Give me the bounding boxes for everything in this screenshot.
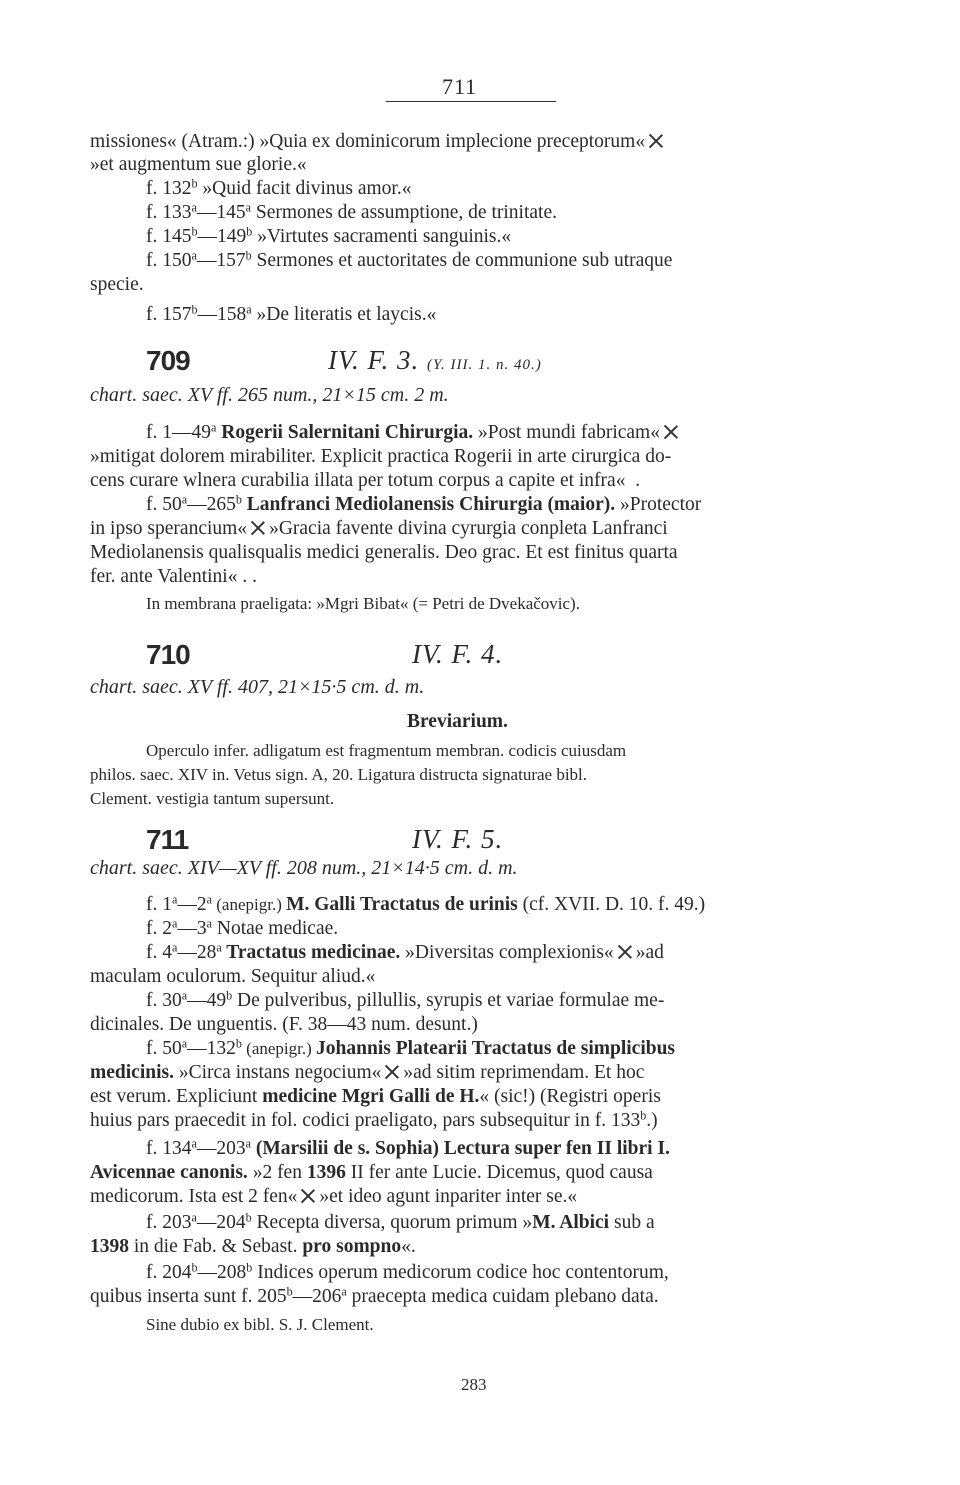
- text-line: in ipso sperancium« »Gracia favente divina cyrurgia conpleta Lanfranci: [90, 518, 668, 539]
- folio-line: f. 50$^a$—132$^b$ (anepigr.) Johannis Platearii Tractatus de simplicibus: [146, 1036, 676, 1059]
- text-line: est verum. Expliciunt medicine Mgri Galli de H.« (sic!) (Registri operis: [90, 1086, 661, 1107]
- folio-line: f. 1$^a$—2$^a$ (anepigr.) M. Galli Tractatus de urinis (cf. XVII. D. 10. f. 49.): [146, 892, 706, 915]
- shelf-signature: IV. F. 3. (Y. III. 1. n. 40.): [328, 345, 542, 375]
- text-line: Mediolanensis qualisqualis medici generalis. Deo grac. Et est finitus quarta: [90, 542, 678, 563]
- note-line: Sine dubio ex bibl. S. J. Clement.: [146, 1315, 374, 1334]
- shelf-signature: IV. F. 4.: [412, 639, 504, 669]
- text-line: maculam oculorum. Sequitur aliud.«: [90, 966, 376, 987]
- entry-number: 710: [146, 639, 190, 670]
- section-title: Breviarium.: [407, 711, 508, 732]
- folio-line: f. 145$^b$—149$^b$ »Virtutes sacramenti sanguinis.«: [146, 224, 512, 247]
- text-line: »mitigat dolorem mirabiliter. Explicit practica Rogerii in arte cirurgica do-: [90, 446, 672, 467]
- cross-mark-icon: [251, 521, 265, 535]
- note-line: Clement. vestigia tantum supersunt.: [90, 789, 335, 808]
- shelf-signature: IV. F. 5.: [412, 824, 504, 854]
- text-line: medicorum. Ista est 2 fen« »et ideo agunt inpariter inter se.«: [90, 1186, 578, 1207]
- cross-mark-icon: [664, 425, 678, 439]
- folio-line: f. 1—49$^a$ Rogerii Salernitani Chirurgia. »Post mundi fabricam«: [146, 421, 682, 445]
- text-line: quibus inserta sunt f. 205$^b$—206$^a$ praecepta medica cuidam plebano data.: [90, 1284, 659, 1307]
- cross-mark-icon: [618, 945, 632, 959]
- text-line: huius pars praecedit in fol. codici praeligato, pars subsequitur in f. 133$^b$.): [90, 1108, 658, 1131]
- codex-description: chart. saec. XV ff. 265 num., 21×15 cm. 2 m.: [90, 384, 449, 406]
- text-line: »et augmentum sue glorie.«: [90, 154, 307, 175]
- cross-mark-icon: [649, 134, 663, 148]
- old-signature: (Y. III. 1. n. 40.): [427, 357, 542, 373]
- entry-number: 711: [146, 824, 189, 855]
- folio-line: f. 157$^b$—158$^a$ »De literatis et laycis.«: [146, 302, 437, 325]
- page-number-bottom: 283: [461, 1375, 487, 1394]
- text-line: 1398 in die Fab. & Sebast. pro sompno«.: [90, 1236, 416, 1257]
- codex-description: chart. saec. XV ff. 407, 21×15·5 cm. d. m.: [90, 676, 425, 698]
- folio-line: f. 132$^b$ »Quid facit divinus amor.«: [146, 176, 412, 199]
- folio-line: f. 50$^a$—265$^b$ Lanfranci Mediolanensis Chirurgia (maior). »Protector: [146, 492, 702, 515]
- text-line: cens curare wlnera curabilia illata per totum corpus a capite et infra« .: [90, 470, 641, 491]
- folio-line: f. 150$^a$—157$^b$ Sermones et auctoritates de communione sub utraque: [146, 248, 673, 271]
- text-line: fer. ante Valentini« . .: [90, 566, 257, 587]
- note-line: Operculo infer. adligatum est fragmentum membran. codicis cuiusdam: [146, 741, 627, 760]
- page-number-top: 711: [442, 74, 478, 99]
- entry-number: 709: [146, 345, 190, 376]
- note-line: In membrana praeligata: »Mgri Bibat« (= Petri de Dvekačovic).: [146, 594, 580, 613]
- folio-line: f. 134$^a$—203$^a$ (Marsilii de s. Sophia) Lectura super fen II libri I.: [146, 1136, 670, 1159]
- note-line: philos. saec. XIV in. Vetus sign. A, 20. Ligatura distructa signaturae bibl.: [90, 765, 588, 784]
- folio-line: f. 4$^a$—28$^a$ Tractatus medicinae. »Diversitas complexionis« »ad: [146, 940, 664, 963]
- cross-mark-icon: [385, 1065, 399, 1079]
- text-line: Avicennae canonis. »2 fen 1396 II fer ante Lucie. Dicemus, quod causa: [90, 1162, 653, 1183]
- folio-line: f. 204$^b$—208$^b$ Indices operum medicorum codice hoc contentorum,: [146, 1260, 669, 1283]
- folio-line: f. 203$^a$—204$^b$ Recepta diversa, quorum primum »M. Albici sub a: [146, 1210, 655, 1233]
- folio-line: f. 2$^a$—3$^a$ Notae medicae.: [146, 916, 339, 939]
- text-line: dicinales. De unguentis. (F. 38—43 num. desunt.): [90, 1014, 478, 1035]
- text-line: missiones« (Atram.:) »Quia ex dominicorum implecione preceptorum«: [90, 130, 667, 154]
- header-rule: [386, 101, 556, 102]
- folio-line: f. 30$^a$—49$^b$ De pulveribus, pillullis, syrupis et variae formulae me-: [146, 988, 665, 1011]
- cross-mark-icon: [301, 1189, 315, 1203]
- text-line: specie.: [90, 274, 144, 295]
- text-line: medicinis. »Circa instans negocium« »ad sitim reprimendam. Et hoc: [90, 1062, 645, 1083]
- codex-description: chart. saec. XIV—XV ff. 208 num., 21×14·5 cm. d. m.: [90, 857, 518, 879]
- folio-line: f. 133$^a$—145$^a$ Sermones de assumptione, de trinitate.: [146, 200, 557, 223]
